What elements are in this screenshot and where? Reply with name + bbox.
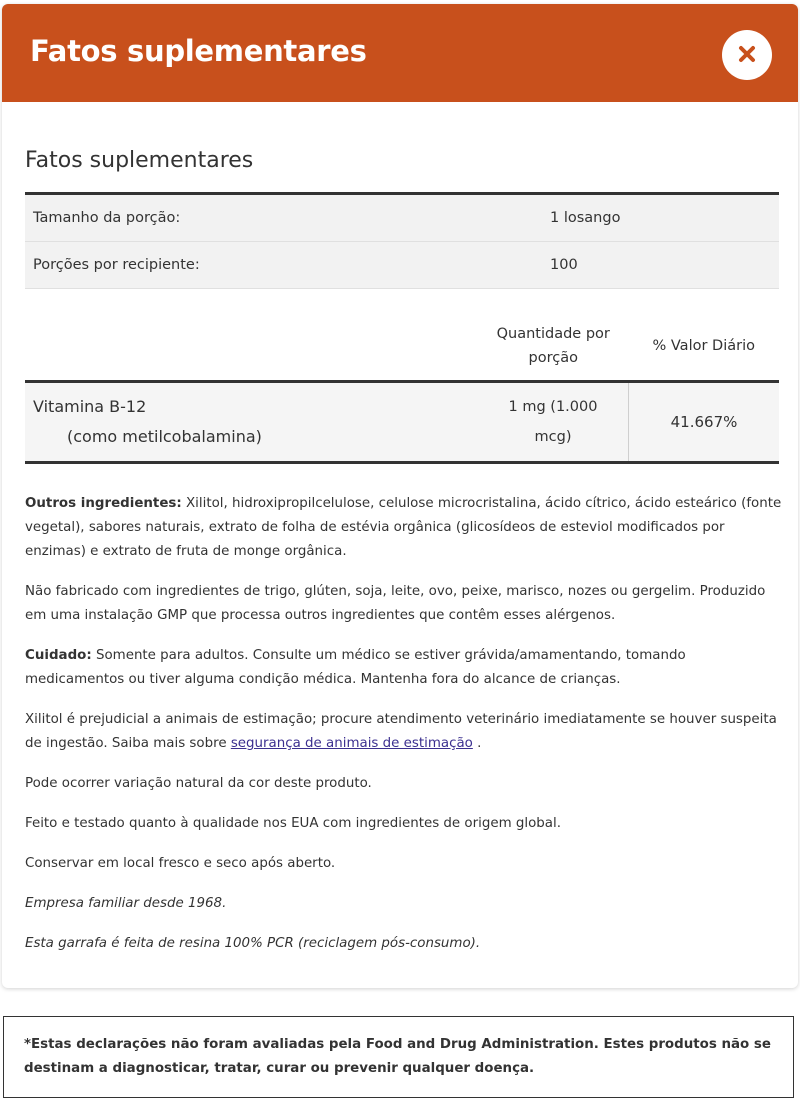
amount-header-line2: porção [528,350,578,366]
xylitol-warning-end: . [472,736,482,751]
close-icon [737,44,757,67]
facts-title: Fatos suplementares [25,148,254,173]
product-notes [25,492,785,956]
caution-label: Cuidado: [25,648,92,663]
nutrient-name-header [25,321,478,382]
pet-safety-link[interactable]: segurança de animais de estimação [230,736,473,751]
nutrient-table-header [25,321,779,382]
other-ingredients-label: Outros ingredientes: [25,496,182,511]
close-button[interactable] [722,30,772,80]
family-note [25,892,785,916]
nutrient-subname: (como metilcobalamina) [67,427,262,446]
caution-text: Somente para adultos. Consulte um médico se estiver grávida/amamentando, tomando medicamentos ou tiver alguma condição médica. Mantenha fora do alcance de crianças. [25,648,686,687]
nutrient-amount-line2: mcg) [534,429,572,445]
other-ingredients [25,492,785,564]
serving-size-label: Tamanho da porção: [25,194,550,242]
servings-per-container-value: 100 [550,242,779,289]
other-ingredients-text: Xilitol, hidroxipropilcelulose, celulose microcristalina, ácido cítrico, ácido esteárico (fonte vegetal), sabores naturais, extrato de folha de estévia orgânica (glicosídeos de esteviol modificados por enzimas) e extrato de fruta de monge orgânica. [25,496,782,559]
modal-title: Fatos suplementares [30,34,367,68]
modal-content [25,144,782,972]
storage-note: Conservar em local fresco e seco após aberto. [25,856,336,871]
serving-size-value: 1 losango [550,194,779,242]
nutrient-amount-line1: 1 mg (1.000 [508,399,598,415]
nutrient-name: Vitamina B-12 [33,397,147,416]
xylitol-warning [25,708,785,756]
supplement-facts-modal [2,4,798,988]
amount-per-serving-header [478,321,629,382]
modal-header [2,4,798,102]
nutrient-row [25,382,779,463]
bottle-note [25,932,785,956]
serving-size-row [25,194,779,242]
fda-disclaimer: *Estas declarações não foram avaliadas pela Food and Drug Administration. Estes produtos não se destinam a diagnosticar, tratar, curar ou prevenir qualquer doença. [3,1016,794,1098]
nutrient-daily-value: 41.667% [629,382,780,463]
allergen-statement: Não fabricado com ingredientes de trigo, glúten, soja, leite, ovo, peixe, marisco, nozes ou gergelim. Produzido em uma instalação GMP que processa outros ingredientes que contêm esses alérgenos. [25,584,766,623]
bottle-note-text: Esta garrafa é feita de resina 100% PCR (reciclagem pós-consumo). [25,936,481,951]
color-variation-note: Pode ocorrer variação natural da cor deste produto. [25,776,372,791]
family-note-text: Empresa familiar desde 1968. [25,896,227,911]
serving-table [25,192,779,289]
amount-header-line1: Quantidade por [496,326,610,342]
servings-per-container-row [25,242,779,289]
nutrient-amount [478,382,629,463]
nutrient-table [25,321,779,464]
xylitol-warning-text: Xilitol é prejudicial a animais de estimação; procure atendimento veterinário imediatamente se houver suspeita de ingestão. Saiba mais sobre [25,712,777,751]
servings-per-container-label: Porções por recipiente: [25,242,550,289]
made-in-note: Feito e testado quanto à qualidade nos EUA com ingredientes de origem global. [25,816,561,831]
daily-value-header: % Valor Diário [652,338,755,354]
caution-statement [25,644,785,692]
nutrient-name-cell [25,382,478,463]
